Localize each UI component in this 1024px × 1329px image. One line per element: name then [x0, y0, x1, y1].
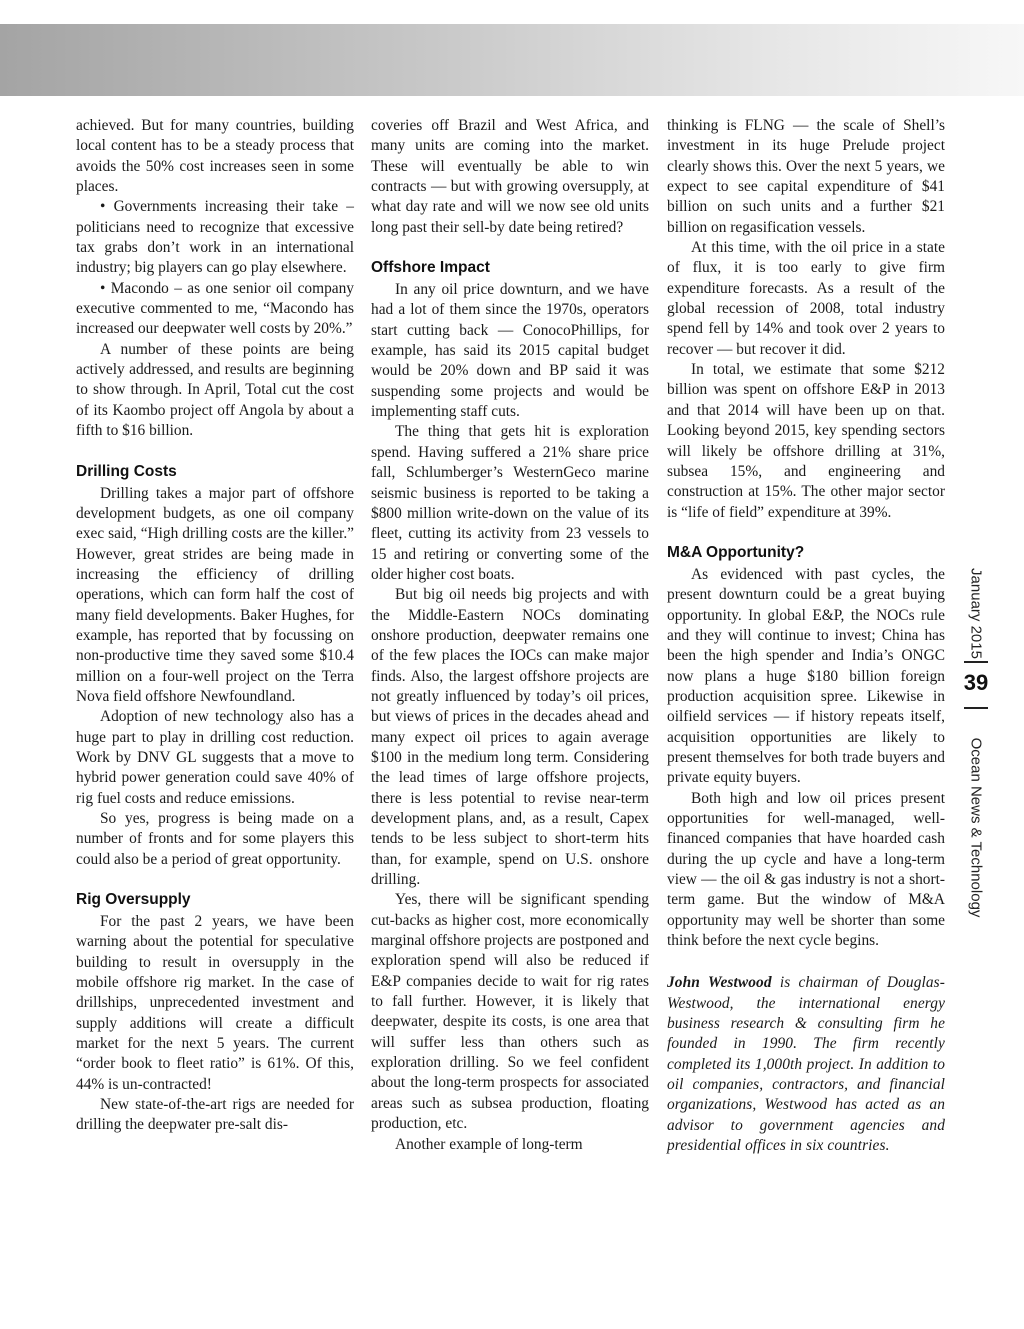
- divider: [964, 661, 988, 663]
- author-bio: [667, 973, 945, 1156]
- paragraph: Adoption of new technology also has a huge part to play in drilling cost reduction. Work by DNV GL suggests that a move to hybrid power generation could save 40% of rig fuel costs and reduce emissions.: [76, 708, 354, 807]
- paragraph: New state-of-the-art rigs are needed for drilling the deepwater pre-salt dis-: [76, 1096, 354, 1134]
- paragraph: In total, we estimate that some $212 billion was spent on offshore E&P in 2013 and that 2014 will have been up on that. Looking beyond 2015, key spending sectors will likely be offshore drilling at 31%, subsea 15%, and engineering and construction at 15%. The other major sector is “life of field” expenditure at 39%.: [667, 361, 945, 521]
- page-number: 39: [963, 670, 989, 695]
- paragraph: At this time, with the oil price in a state of flux, it is too early to give firm expenditure forecasts. As a result of the global recession of 2008, total industry spend fell by 14% and took over 2 years to recover — but recover it did.: [667, 239, 945, 358]
- paragraph: Both high and low oil prices present opportunities for well-managed, well-financed companies that have hoarded cash during the up cycle and have a long-term view — the oil & gas industry is not a short-term game. But the window of M&A opportunity may well be shorter than some think before the next cycle begins.: [667, 789, 945, 950]
- issue-date: January 2015: [967, 568, 985, 659]
- section-heading-rig-oversupply: Rig Oversupply: [76, 891, 191, 909]
- article-column-1: [76, 116, 354, 1136]
- article-column-2: [371, 116, 649, 1155]
- bullet-paragraph: • Governments increasing their take – politicians need to recognize that excessive tax grabs don’t work in an international industry; big players can go play elsewhere.: [76, 198, 354, 277]
- paragraph: For the past 2 years, we have been warning about the potential for speculative building to result in oversupply in the mobile offshore rig market. In the case of drillships, unprecedented investment and supply additions will create a difficult market for the next 5 years. The current “order book to fleet ratio” is 61%. Of this, 44% is un-contracted!: [76, 913, 354, 1093]
- paragraph: Another example of long-term: [395, 1135, 583, 1153]
- paragraph: So yes, progress is being made on a number of fronts and for some players this could also be a period of great opportunity.: [76, 810, 354, 868]
- bullet-paragraph: • Macondo – as one senior oil company executive commented to me, “Macondo has increased our deepwater well costs by 20%.”: [76, 279, 354, 338]
- paragraph: thinking is FLNG — the scale of Shell’s investment in its huge Prelude project clearly shows this. Over the next 5 years, we expect to see capital expenditure of $41 billion on such units and a further $21 billion on regasification vessels.: [667, 117, 945, 236]
- author-bio-text: is chairman of Douglas-Westwood, the international energy business research & consulting firm he founded in 1990. The firm recently completed its 1,000th project. In addition to oil companies, contractors, and financial organizations, Westwood has acted as an advisor to government agencies and presidential offices in six countries.: [667, 974, 945, 1155]
- publication-name: Ocean News & Technology: [967, 737, 985, 918]
- section-heading-ma-opportunity: M&A Opportunity?: [667, 543, 805, 561]
- section-heading-drilling-costs: Drilling Costs: [76, 462, 177, 480]
- article-column-3: [667, 116, 945, 1157]
- paragraph: But big oil needs big projects and with the Middle-Eastern NOCs dominating onshore production, deepwater remains one of the few places the IOCs can make major finds. Also, the largest offshore projects are not greatly influenced by today’s oil prices, but views of prices in the decades ahead and many expect oil prices to again average $100 in the medium long term. Considering the lead times of large offshore projects, there is less potential to revise near-term development plans, and, as a result, Capex tends to be less subject to short-term hits than, for example, spend on U.S. onshore drilling.: [371, 586, 649, 889]
- paragraph: Yes, there will be significant spending cut-backs as higher cost, more economically marginal offshore projects are postponed and exploration spend will also be reduced if E&P companies decide to wait for rig rates to fall further. However, it is likely that deepwater, despite its costs, is one area that will suffer less than others such as exploration drilling. So we feel confident about the long-term prospects for associated areas such as subsea production, floating production, etc.: [371, 891, 649, 1133]
- paragraph: In any oil price downturn, and we have had a lot of them since the 1970s, operators start cutting back — ConocoPhillips, for example, has said its 2015 capital budget would be 20% down and BP said it was suspending some projects and would be implementing staff cuts.: [371, 281, 649, 421]
- paragraph: Drilling takes a major part of offshore development budgets, as one oil company exec said, “High drilling costs are the killer.” However, great strides are being made in increasing the efficiency of drilling operations, which can form half the cost of many field developments. Baker Hughes, for example, has reported that by focussing on non-productive time they saved some $10.4 million on a four-well project on the Terra Nova field offshore Newfoundland.: [76, 484, 354, 705]
- paragraph: As evidenced with past cycles, the present downturn could be a great buying opportunity. In global E&P, the NOCs rule and they will continue to invest; China has been the high spender and India’s ONGC now plans a huge $180 billion foreign production acquisition spree. Likewise in oilfield services — if history repeats itself, acquisition opportunities are likely to present themselves for both trade buyers and private equity buyers.: [667, 565, 945, 787]
- paragraph: achieved. But for many countries, building local content has to be a steady process that avoids the 50% cost increases seen in some places.: [76, 117, 354, 196]
- author-name: John Westwood: [667, 974, 772, 992]
- header-gradient-band: [0, 24, 1024, 96]
- paragraph: A number of these points are being actively addressed, and results are beginning to show through. In April, Total cut the cost of its Kaombo project off Angola by about a fifth to $16 billion.: [76, 340, 354, 440]
- paragraph: The thing that gets hit is exploration spend. Having suffered a 21% share price fall, Schlumberger’s WesternGeco marine seismic business is reported to be taking a $800 million write-down on the value of its fleet, cutting its activity from 23 vessels to 15 and retiring or converting some of the older higher cost boats.: [371, 423, 649, 583]
- section-heading-offshore-impact: Offshore Impact: [371, 259, 490, 277]
- divider: [964, 707, 988, 709]
- page-sidebar: [956, 555, 996, 918]
- paragraph: coveries off Brazil and West Africa, and many units are coming into the market. These will eventually be able to win contracts — but with growing oversupply, at what day rate and will we now see old units long past their sell-by date being retired?: [371, 117, 649, 236]
